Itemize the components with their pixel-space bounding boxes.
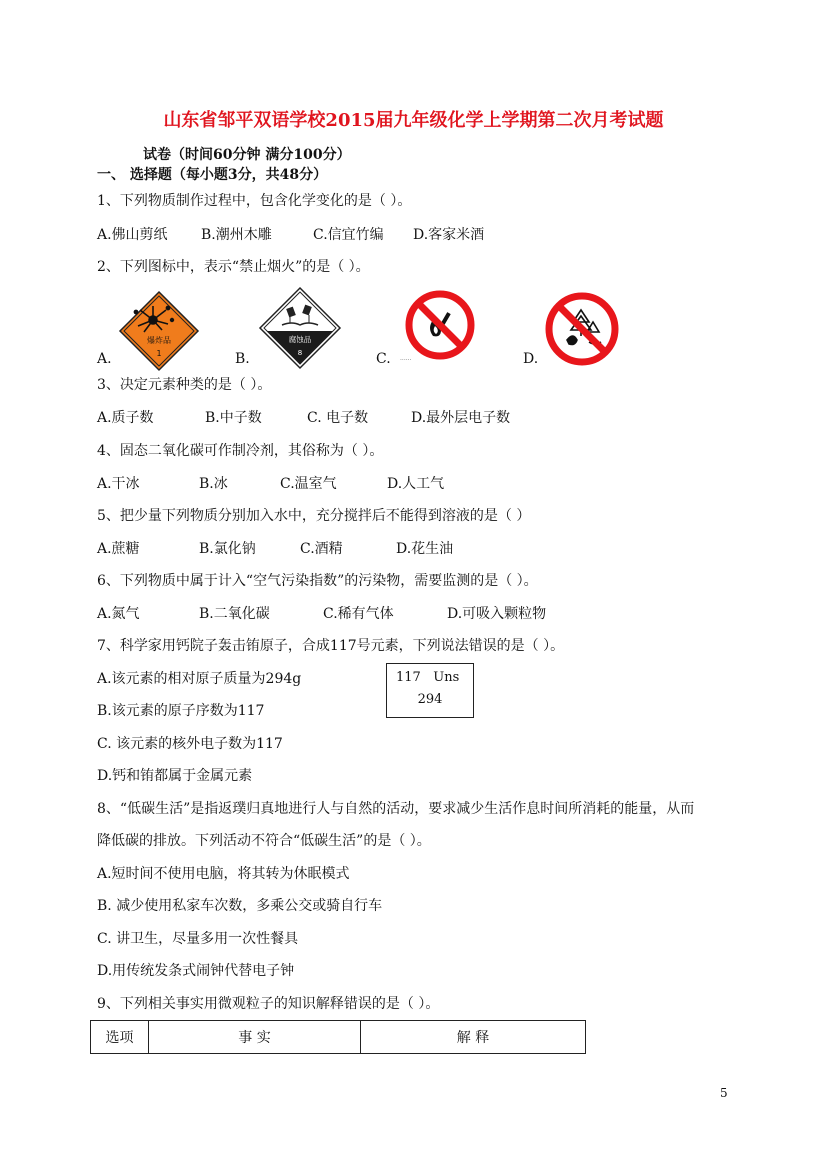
question-8-stem-cont: 降低碳的排放。下列活动不符合“低碳生活”的是（ ）。: [97, 833, 431, 849]
question-8-stem: 8、“低碳生活”是指返璞归真地进行人与自然的活动，要求减少生活作息时间所消耗的能量，从而: [97, 801, 695, 817]
exam-subtitle: 试卷（时间60分钟 满分100分）: [143, 147, 351, 163]
corrosive-class-number: 8: [297, 349, 303, 357]
question-7-option-d: D.钙和铕都属于金属元素: [97, 768, 253, 784]
option-d: D.花生油: [396, 541, 454, 557]
option-c: C.酒精: [300, 541, 343, 557]
option-b: B.冰: [199, 476, 228, 492]
question-8-option-b: B. 减少使用私家车次数，多乘公交或骑自行车: [97, 898, 383, 914]
question-3-options: [97, 408, 510, 428]
no-open-flame-sign: [405, 290, 475, 360]
corrosive-hazard-sign: [258, 286, 342, 370]
question-3-stem: 3、决定元素种类的是（ ）。: [97, 377, 272, 393]
question-1-stem: 1、下列物质制作过程中，包含化学变化的是（ ）。: [97, 193, 412, 209]
option-b: B.中子数: [205, 410, 262, 426]
question-8-option-a: A.短时间不使用电脑，将其转为休眠模式: [97, 866, 350, 882]
option-a: A.氮气: [97, 606, 140, 622]
section-heading: 一、 选择题（每小题3分，共48分）: [97, 167, 328, 183]
question-6-stem: 6、下列物质中属于计入“空气污染指数”的污染物，需要监测的是（ ）。: [97, 573, 538, 589]
option-d: D.客家米酒: [413, 227, 485, 243]
question-5-stem: 5、把少量下列物质分别加入水中，充分搅拌后不能得到溶液的是（ ）: [97, 508, 531, 524]
table-header-explanation: 解 释: [361, 1021, 586, 1054]
question-7-option-a: A.该元素的相对原子质量为294g: [97, 671, 302, 687]
question-8-option-c: C. 讲卫生，尽量多用一次性餐具: [97, 931, 299, 947]
option-b: B.潮州木雕: [201, 227, 272, 243]
explosive-label: 爆炸品: [147, 336, 171, 345]
question-9-stem: 9、下列相关事实用微观粒子的知识解释错误的是（ ）。: [97, 996, 440, 1012]
sign-c-caption: ......: [400, 355, 412, 362]
table-header-fact: 事 实: [149, 1021, 361, 1054]
option-c: C.稀有气体: [323, 606, 394, 622]
element-card: [386, 663, 474, 718]
question-2-stem: 2、下列图标中，表示“禁止烟火”的是（ ）。: [97, 259, 370, 275]
option-b: B.二氧化碳: [199, 606, 270, 622]
option-a-label: A.: [97, 351, 112, 367]
option-c: C.信宜竹编: [313, 227, 384, 243]
option-c: C. 电子数: [307, 410, 369, 426]
option-c-label: C.: [376, 351, 391, 367]
question-6-options: [97, 604, 546, 624]
option-d: D.可吸入颗粒物: [447, 606, 547, 622]
option-a: A.蔗糖: [97, 541, 140, 557]
question-9-table: [90, 1020, 586, 1054]
option-b-label: B.: [235, 351, 250, 367]
question-5-options: [97, 539, 453, 559]
option-b: B.氯化钠: [199, 541, 256, 557]
option-d-label: D.: [523, 351, 539, 367]
option-c: C.温室气: [280, 476, 337, 492]
corrosive-label: 腐蚀品: [288, 335, 312, 344]
question-1-options: [97, 225, 484, 245]
page-number: 5: [720, 1086, 728, 1100]
option-a: A.质子数: [97, 410, 154, 426]
explosive-hazard-sign: [118, 290, 200, 372]
no-fire-forest-sign: [545, 292, 619, 366]
question-7-option-b: B.该元素的原子序数为117: [97, 703, 265, 719]
question-4-options: [97, 474, 444, 494]
question-8-option-d: D.用传统发条式闹钟代替电子钟: [97, 963, 295, 979]
element-symbol: Uns: [433, 670, 460, 685]
option-d: D.人工气: [387, 476, 445, 492]
explosive-class-number: 1: [156, 349, 162, 358]
table-header-row: [91, 1021, 586, 1054]
option-a: A.佛山剪纸: [97, 227, 168, 243]
document-title: 山东省邹平双语学校2015届九年级化学上学期第二次月考试题: [163, 110, 664, 131]
question-4-stem: 4、固态二氧化碳可作制冷剂，其俗称为（ ）。: [97, 443, 384, 459]
question-7-option-c: C. 该元素的核外电子数为117: [97, 736, 283, 752]
table-header-option: 选项: [91, 1021, 149, 1054]
atomic-number: 117: [396, 670, 421, 685]
option-a: A.干冰: [97, 476, 140, 492]
option-d: D.最外层电子数: [411, 410, 511, 426]
question-7-stem: 7、科学家用钙院子轰击铕原子，合成117号元素，下列说法错误的是（ ）。: [97, 638, 565, 654]
atomic-mass: 294: [417, 692, 443, 707]
